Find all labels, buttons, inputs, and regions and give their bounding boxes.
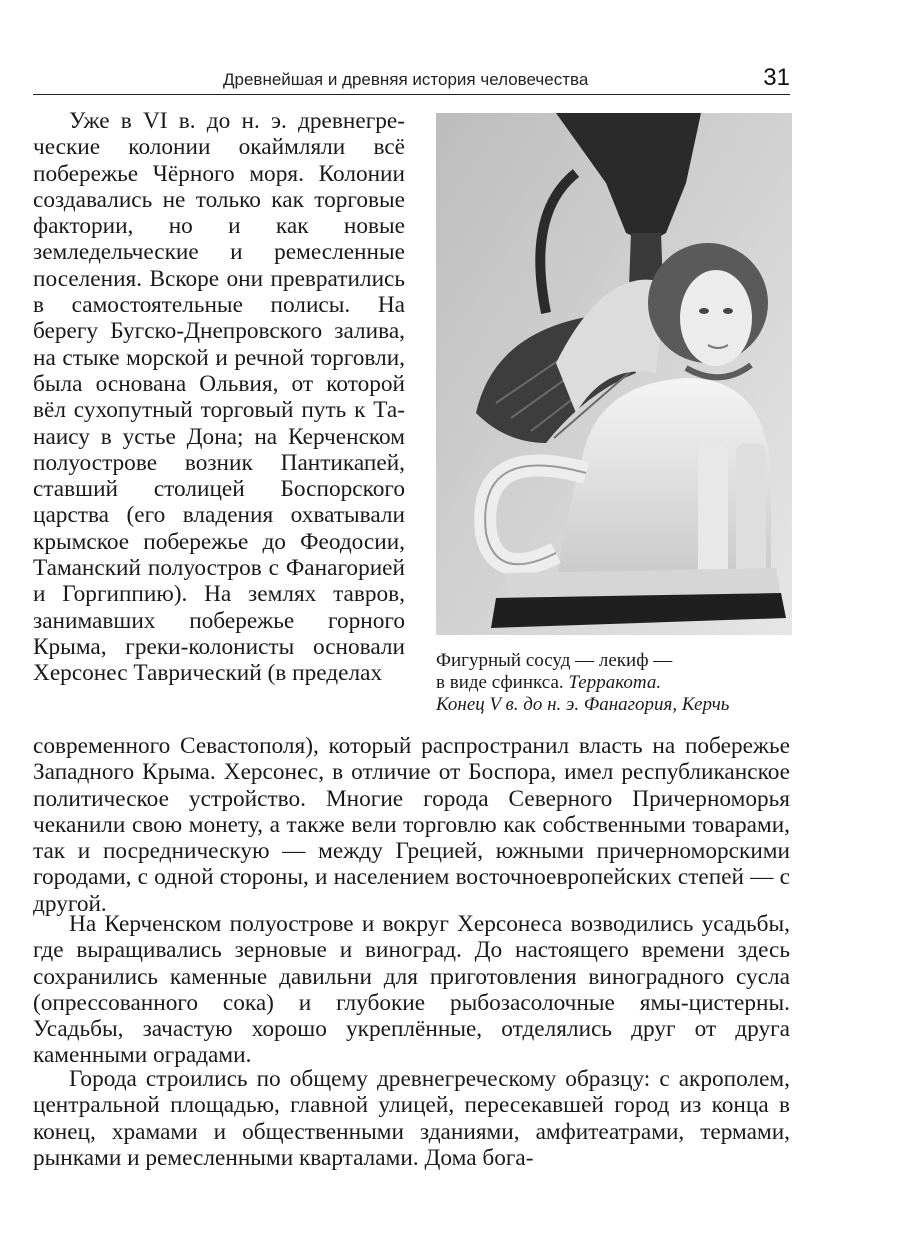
paragraph-2: На Керченском полуострове и вокруг Херсонеса возводились усадьбы, где выращивались зерновые и виноград. До настоящего времени здесь сохранились каменные давильни для приготовления виноградного сусла (опрессованного сока) и глубокие рыбозасолочные ямы-цистерны. Усадьбы, зачастую хорошо укреплённые, отделялись друг от друга каменными оградами. [33, 911, 790, 1069]
caption-line-2 [436, 672, 796, 694]
paragraph-1-narrow: Уже в VI в. до н. э. древнегреческие колонии окаймляли всё побережье Чёрного моря. Колонии создавались не только как торговые фактории, но и как новые земледельческие и ремесленные поселения. Вскоре они превратились в самостоятельные полисы. На берегу Бугско-Днепровского залива, на стыке морской и речной торговли, была основана Ольвия, от которой вёл сухопутный торговый путь к Танаису в устье Дона; на Керченском полуострове возник Пантикапей, ставший столицей Боспорского царства (его владения охватывали крымское побережье до Феодосии, Таманский полуостров с Фанагорией и Горгиппию). На землях тавров, занимавших побережье горного Крыма, греки-колонисты основали Херсонес Таврический (в пределах [33, 108, 405, 687]
figure-caption [436, 650, 796, 716]
sphinx-illustration [436, 113, 792, 635]
header-title: Древнейшая и древняя история человечества [223, 70, 589, 89]
caption-line-3: Конец V в. до н. э. Фанагория, Керчь [436, 694, 730, 715]
caption-line-1: Фигурный сосуд — лекиф — [436, 650, 673, 671]
caption-line-2-text: в виде сфинкса. [436, 672, 569, 693]
sphinx-lekythos-photo [436, 113, 792, 635]
caption-material: Терракота. [568, 672, 662, 693]
running-header [33, 64, 790, 95]
paragraph-1-continued: современного Севастополя), который распространил власть на побережье Западного Крыма. Херсонес, в отличие от Боспора, имел республиканское политическое устройство. Многие города Северного Причерноморья чеканили свою монету, а также вели торговлю как собственными товарами, так и посредническую — между Грецией, южными причерноморскими городами, с одной стороны, и населением восточноевропейских степей — с другой. [33, 733, 790, 917]
page-number: 31 [763, 64, 790, 91]
paragraph-3: Города строились по общему древнегреческому образцу: с акрополем, центральной площадью, главной улицей, пересекавшей город из конца в конец, храмами и общественными зданиями, амфитеатрами, термами, рынками и ремесленными кварталами. Дома бога- [33, 1066, 790, 1171]
